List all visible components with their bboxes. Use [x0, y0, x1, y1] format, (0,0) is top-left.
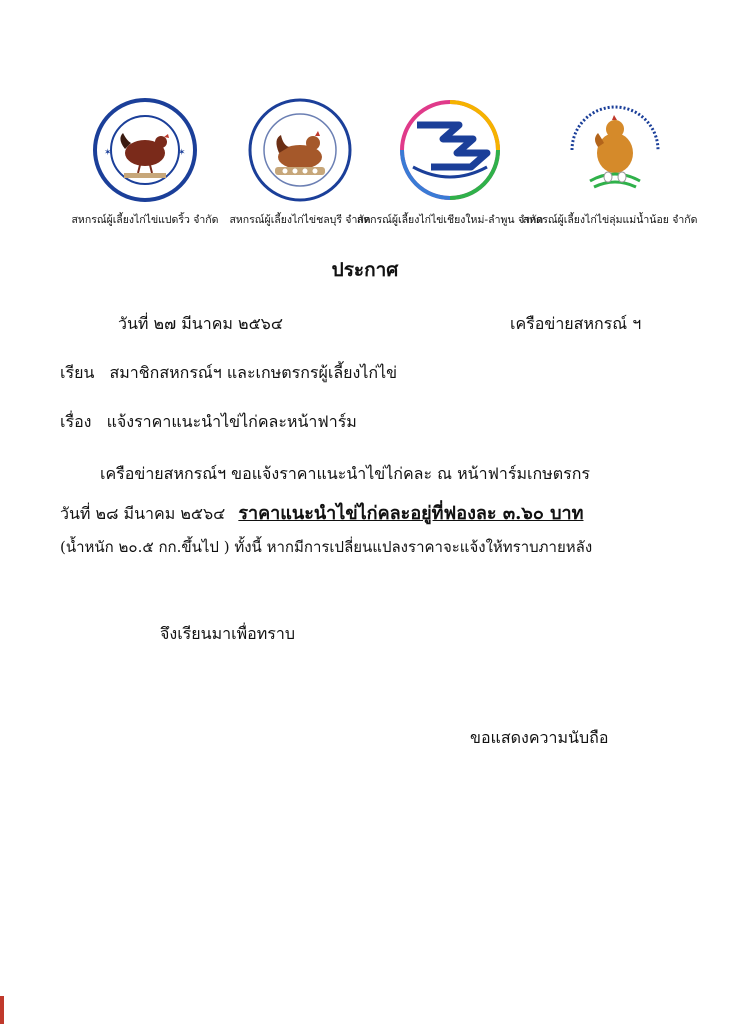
logo-row	[0, 95, 730, 235]
logo-chonburi	[215, 95, 385, 226]
recipient-line	[60, 361, 397, 386]
mae-nam-noi-seal	[560, 95, 670, 205]
announcement-title: ประกาศ	[331, 259, 399, 281]
subject-label: เรื่อง	[60, 412, 92, 431]
recipient-label: เรียน	[60, 363, 95, 382]
logo-caption: สหกรณ์ผู้เลี้ยงไก่ไข่แปดริ้ว จำกัด	[71, 214, 219, 226]
signoff-text: ขอแสดงความนับถือ	[470, 728, 609, 747]
logo-chiangmai-lamphun	[356, 95, 544, 226]
paet-riew-seal	[90, 95, 200, 205]
price-highlight: ราคาแนะนำไข่ไก่คละอยู่ที่ฟองละ ๓.๖๐ บาท	[238, 503, 584, 524]
logo-caption: สหกรณ์ผู้เลี้ยงไก่ไข่เชียงใหม่-ลำพูน จำกัด	[356, 214, 544, 226]
svg-text:✶: ✶	[178, 148, 186, 158]
logo-caption: สหกรณ์ผู้เลี้ยงไก่ไข่ลุ่มแม่น้ำน้อย จำกัด	[522, 214, 698, 226]
subject-line	[60, 410, 357, 435]
body-line-3: (น้ำหนัก ๒๐.๕ กก.ขึ้นไป ) ทั้งนี้ หากมีการเปลี่ยนแปลงราคาจะแจ้งให้ทราบภายหลัง	[60, 538, 593, 556]
price-date: วันที่ ๒๘ มีนาคม ๒๕๖๔	[60, 504, 226, 523]
chiangmai-lamphun-seal	[395, 95, 505, 205]
body-line-1: เครือข่ายสหกรณ์ฯ ขอแจ้งราคาแนะนำไข่ไก่คละ ณ หน้าฟาร์มเกษตรกร	[100, 464, 590, 483]
logo-paet-riew	[60, 95, 230, 226]
chonburi-seal	[245, 95, 355, 205]
svg-text:✶: ✶	[104, 148, 112, 158]
logo-mae-nam-noi	[522, 95, 700, 226]
subject-text: แจ้งราคาแนะนำไข่ไก่คละหน้าฟาร์ม	[106, 412, 357, 431]
body-line-2	[60, 498, 584, 527]
announcement-date: วันที่ ๒๗ มีนาคม ๒๕๖๔	[118, 314, 283, 333]
recipient-text: สมาชิกสหกรณ์ฯ และเกษตรกรผู้เลี้ยงไก่ไข่	[109, 363, 398, 382]
closing-text: จึงเรียนมาเพื่อทราบ	[160, 624, 295, 643]
edge-mark	[0, 996, 4, 1024]
logo-caption: สหกรณ์ผู้เลี้ยงไก่ไข่ชลบุรี จำกัด	[229, 214, 371, 226]
issuer: เครือข่ายสหกรณ์ ฯ	[510, 314, 642, 333]
